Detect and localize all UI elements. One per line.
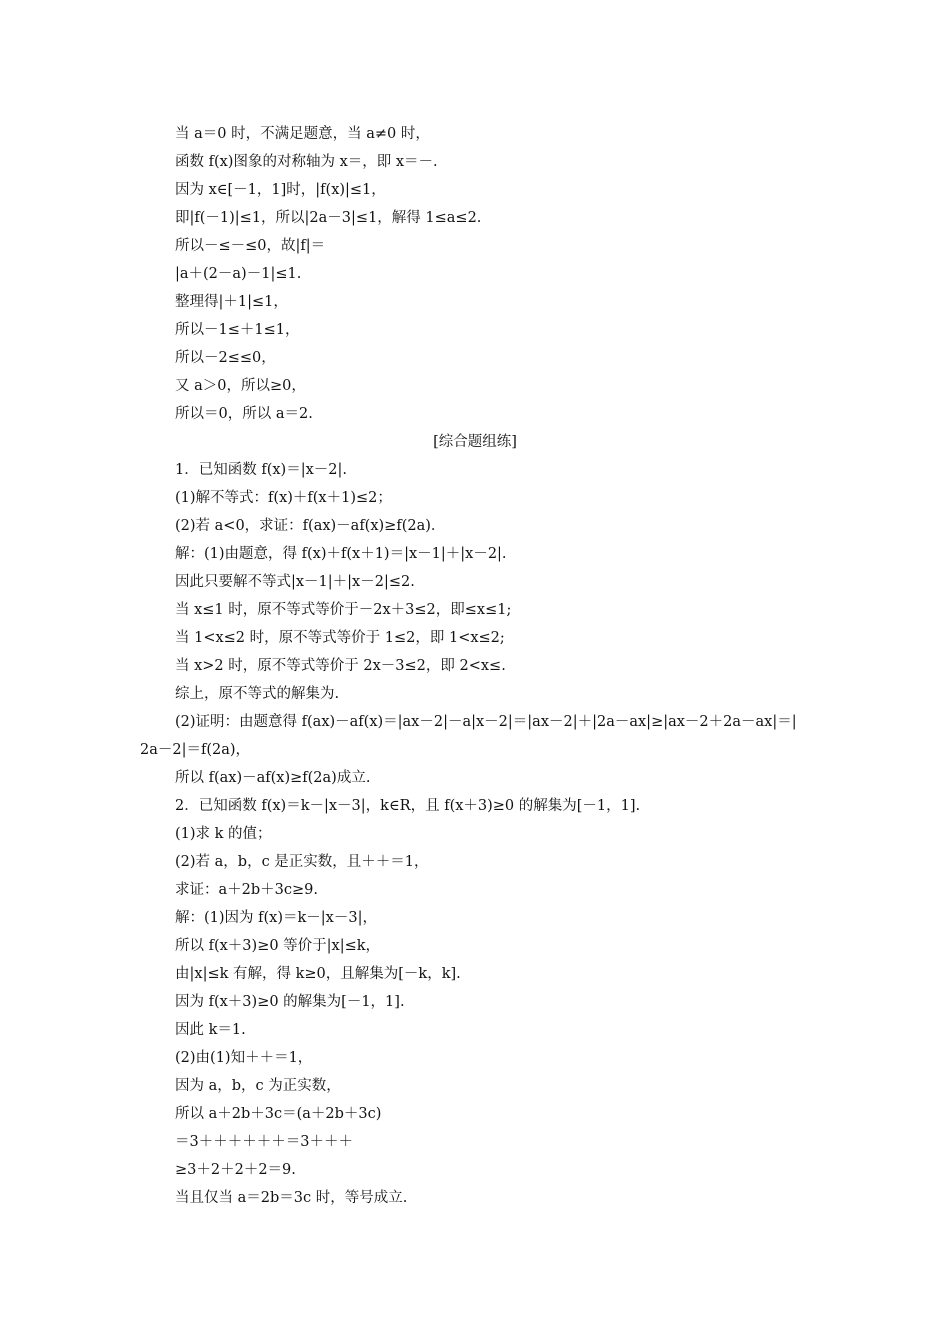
text-line: 所以－≤－≤0，故|f|＝ (175, 238, 326, 254)
text-line: 即|f(－1)|≤1，所以|2a－3|≤1，解得 1≤a≤2. (175, 210, 482, 226)
text-line: 解：(1)因为 f(x)＝k－|x－3|， (175, 910, 377, 926)
text-line: 因为 f(x＋3)≥0 的解集为[－1，1]. (175, 994, 405, 1010)
text-line: 所以＝0，所以 a＝2. (175, 406, 313, 422)
text-line: 当 a＝0 时，不满足题意，当 a≠0 时， (175, 126, 430, 142)
text-line: 因为 a，b，c 为正实数， (175, 1078, 341, 1094)
text-line: 当 x≤1 时，原不等式等价于－2x＋3≤2，即≤x≤1; (175, 602, 512, 618)
text-line: (1)解不等式：f(x)＋f(x＋1)≤2； (175, 490, 392, 506)
text-line: ＝3＋＋＋＋＋＋＝3＋＋＋ (175, 1134, 353, 1150)
text-line: 当 x>2 时，原不等式等价于 2x－3≤2，即 2<x≤. (175, 658, 506, 674)
text-line: 所以－2≤≤0， (175, 350, 276, 366)
text-line: 综上，原不等式的解集为. (175, 686, 340, 702)
text-line: 因此只要解不等式|x－1|＋|x－2|≤2. (175, 574, 415, 590)
text-line: 因此 k＝1. (175, 1022, 246, 1038)
text-line: 1．已知函数 f(x)＝|x－2|. (175, 462, 347, 478)
section-heading: [综合题组练] (433, 434, 517, 450)
text-line: 所以 f(ax)－af(x)≥f(2a)成立. (175, 770, 371, 786)
text-line: 解：(1)由题意，得 f(x)＋f(x＋1)＝|x－1|＋|x－2|. (175, 546, 507, 562)
text-line: 所以 f(x＋3)≥0 等价于|x|≤k， (175, 938, 381, 954)
text-line: 又 a＞0，所以≥0， (175, 378, 306, 394)
text-line: 2．已知函数 f(x)＝k－|x－3|，k∈R，且 f(x＋3)≥0 的解集为[－1，1]. (175, 798, 641, 814)
text-line: (2)若 a<0，求证：f(ax)－af(x)≥f(2a)． (175, 518, 446, 534)
text-line: |a＋(2－a)－1|≤1. (175, 266, 302, 282)
text-line: (2)证明：由题意得 f(ax)－af(x)＝|ax－2|－a|x－2|＝|ax－2|＋|2a－ax|≥|ax－2＋2a－ax|＝| (175, 714, 797, 730)
text-line: 因为 x∈[－1，1]时，|f(x)|≤1， (175, 182, 386, 198)
text-line: 求证：a＋2b＋3c≥9. (175, 882, 318, 898)
text-line: (2)若 a，b，c 是正实数，且＋＋＝1， (175, 854, 429, 870)
text-line: 由|x|≤k 有解，得 k≥0，且解集为[－k，k]. (175, 966, 461, 982)
text-line: 当 1<x≤2 时，原不等式等价于 1≤2，即 1<x≤2; (175, 630, 505, 646)
text-line: 所以－1≤＋1≤1， (175, 322, 300, 338)
text-line: ≥3＋2＋2＋2＝9. (175, 1162, 296, 1178)
text-line: 所以 a＋2b＋3c＝(a＋2b＋3c) (175, 1106, 382, 1122)
text-line: 函数 f(x)图象的对称轴为 x＝，即 x＝－. (175, 154, 438, 170)
text-line: (1)求 k 的值； (175, 826, 272, 842)
text-line: 整理得|＋1|≤1， (175, 294, 288, 310)
text-line: (2)由(1)知＋＋＝1， (175, 1050, 313, 1066)
text-line: 2a－2|＝f(2a)， (140, 742, 251, 758)
text-line: 当且仅当 a＝2b＝3c 时，等号成立. (175, 1190, 408, 1206)
